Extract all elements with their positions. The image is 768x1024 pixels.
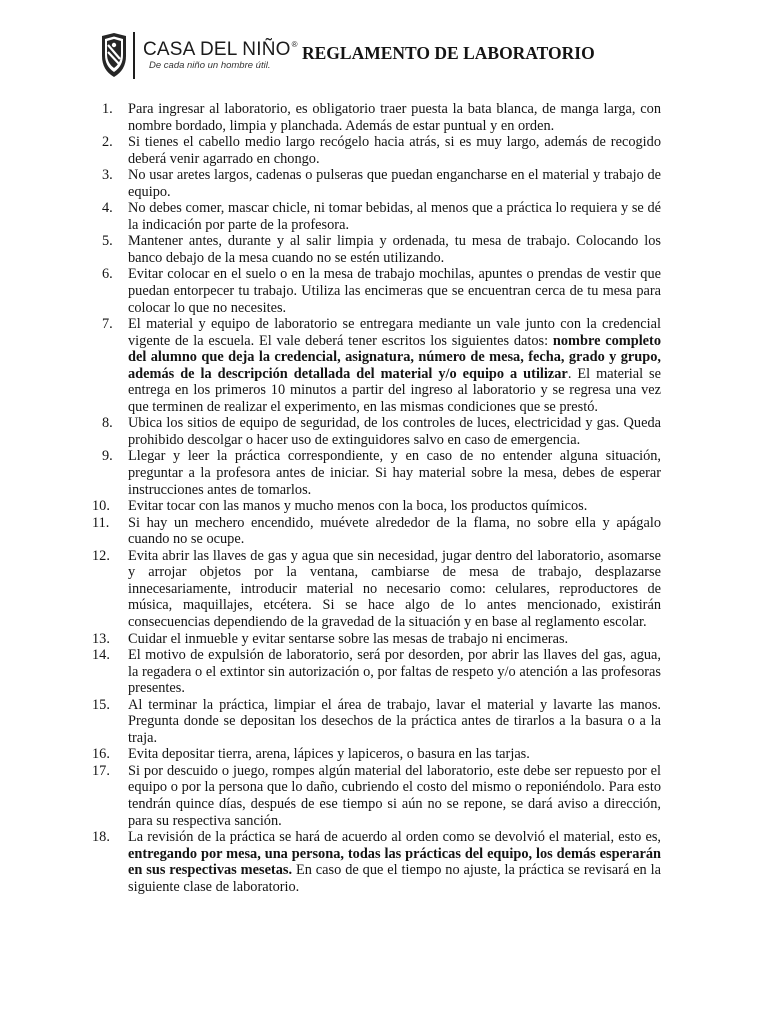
rule-item [90, 631, 661, 648]
rule-number: 16. [92, 746, 110, 763]
rule-number: 12. [92, 547, 110, 564]
rule-number: 3. [102, 167, 113, 184]
rule-item [90, 498, 661, 515]
rule-text: Cuidar el inmueble y evitar sentarse sobre las mesas de trabajo ni encimeras. [128, 630, 569, 647]
rule-text: El material y equipo de laboratorio se entregara mediante un vale junto con la credencial vigente de la escuela. El vale deberá tener escritos los siguientes datos: [128, 316, 661, 349]
rule-text: Evita abrir las llaves de gas y agua que sin necesidad, jugar dentro del laboratorio, asomarse y arrojar objetos por la ventana, cambiarse de mesa de trabajo, desplazarse innecesariamente, introducir material no necesario como: celulares, reproductores de música, maquillajes, etcétera. Si se hace algo de lo antes mencionado, existirán consecuencias dependiendo de la gravedad de la situación y en base al reglamento escolar. [128, 547, 661, 630]
logo-brand-text: CASA DEL NIÑO [143, 39, 291, 60]
logo-divider [133, 32, 135, 79]
rule-text: Para ingresar al laboratorio, es obligatorio traer puesta la bata blanca, de manga larga, con nombre bordado, limpia y planchada. Además de estar puntual y en orden. [128, 101, 661, 134]
rule-text: Mantener antes, durante y al salir limpia y ordenada, tu mesa de trabajo. Colocando los banco debajo de la mesa cuando no se estén utilizando. [128, 233, 661, 266]
rule-text: Si tienes el cabello medio largo recógelo hacia atrás, si es muy largo, además de recogido deberá venir agarrado en chongo. [128, 134, 661, 167]
rule-item [90, 548, 661, 631]
rule-item [90, 316, 661, 415]
rule-item [90, 515, 661, 548]
rule-number: 6. [102, 266, 113, 283]
rule-item [90, 167, 661, 200]
rule-text-bold: nombre completo del alumno que deja la credencial, asignatura, número de mesa, fecha, grado y grupo, además de la descripción detallada del material y/o equipo a utilizar [128, 332, 661, 382]
rule-number: 17. [92, 762, 110, 779]
rule-number: 4. [102, 200, 113, 217]
rule-item [90, 200, 661, 233]
rule-item [90, 266, 661, 316]
rule-item [90, 415, 661, 448]
rules-list [90, 101, 661, 895]
rule-text-bold: entregando por mesa, una persona, todas las prácticas del equipo, los demás esperarán en sus respectivas mesetas. [128, 845, 661, 879]
page-header [96, 30, 656, 82]
logo-tagline: De cada niño un hombre útil. [149, 60, 271, 71]
rule-number: 13. [92, 630, 110, 647]
rule-item [90, 134, 661, 167]
registered-mark: ® [291, 40, 298, 49]
rule-item [90, 763, 661, 829]
rule-item [90, 448, 661, 498]
rule-text: Evitar tocar con las manos y mucho menos con la boca, los productos químicos. [128, 498, 588, 515]
rule-number: 9. [102, 448, 113, 465]
rule-item [90, 746, 661, 763]
rule-number: 5. [102, 233, 113, 250]
rule-text: El motivo de expulsión de laboratorio, será por desorden, por abrir las llaves del gas, agua, la regadera o el extintor sin autorización o, por faltas de respeto y/o atención a las profesoras presentes. [128, 647, 661, 697]
rule-text: No usar aretes largos, cadenas o pulseras que puedan engancharse en el material y trabajo de equipo. [128, 167, 661, 200]
rule-number: 2. [102, 134, 113, 151]
rule-text-continued: . El material se entrega en los primeros 10 minutos a partir del ingreso al laboratorio y se regresa una vez que terminen de realizar el experimento, en las mismas condiciones que se prestó. [128, 365, 661, 415]
rule-text: Evitar colocar en el suelo o en la mesa de trabajo mochilas, apuntes o prendas de vestir que puedan entorpecer tu trabajo. Utiliza las encimeras que se encuentran cerca de tu mesa para colocar lo que no necesites. [128, 266, 661, 316]
rule-item [90, 233, 661, 266]
rule-item [90, 829, 661, 895]
rule-item [90, 101, 661, 134]
rule-number: 15. [92, 696, 110, 713]
rule-number: 7. [102, 316, 113, 333]
rule-text: No debes comer, mascar chicle, ni tomar bebidas, al menos que a práctica lo requiera y se dé la indicación por parte de la profesora. [128, 200, 661, 233]
rule-number: 11. [92, 514, 110, 531]
rule-text: Si hay un mechero encendido, muévete alrededor de la flama, no sobre ella y apágalo cuando no se ocupe. [128, 514, 661, 548]
page-title: REGLAMENTO DE LABORATORIO [302, 43, 595, 63]
rule-number: 10. [92, 498, 110, 515]
rule-item [90, 697, 661, 747]
rule-text: Al terminar la práctica, limpiar el área de trabajo, lavar el material y lavarte las manos. Pregunta donde se depositan los desechos de la práctica antes de tirarlos a la basura o a la traja. [128, 696, 661, 746]
logo-brand [143, 39, 298, 61]
rule-text: Si por descuido o juego, rompes algún material del laboratorio, este debe ser repuesto por el equipo o por la persona que lo daño, cubriendo el costo del mismo o reponiéndolo. Para esto tendrán quince días, después de ese tiempo si aún no se repone, se dará aviso a dirección, para su respectiva sanción. [128, 762, 661, 829]
rule-number: 1. [102, 101, 113, 117]
school-shield-logo-icon [100, 32, 128, 78]
rule-number: 8. [102, 415, 113, 432]
rule-text: La revisión de la práctica se hará de acuerdo al orden como se devolvió el material, esto es, [128, 829, 661, 846]
rule-number: 14. [92, 647, 110, 664]
rule-text: Llegar y leer la práctica correspondiente, y en caso de no entender alguna situación, preguntar a la profesora antes de iniciar. Si hay material sobre la mesa, debes de esperar instrucciones antes de tomarlos. [128, 448, 661, 498]
rule-item [90, 647, 661, 697]
rule-text-continued: En caso de que el tiempo no ajuste, la práctica se revisará en la siguiente clase de laboratorio. [128, 862, 661, 895]
rule-text: Ubica los sitios de equipo de seguridad, de los controles de luces, electricidad y gas. Queda prohibido descolgar o hacer uso de extinguidores salvo en caso de emergencia. [128, 415, 661, 448]
rule-text: Evita depositar tierra, arena, lápices y lapiceros, o basura en las tarjas. [128, 746, 530, 763]
rule-number: 18. [92, 829, 110, 846]
